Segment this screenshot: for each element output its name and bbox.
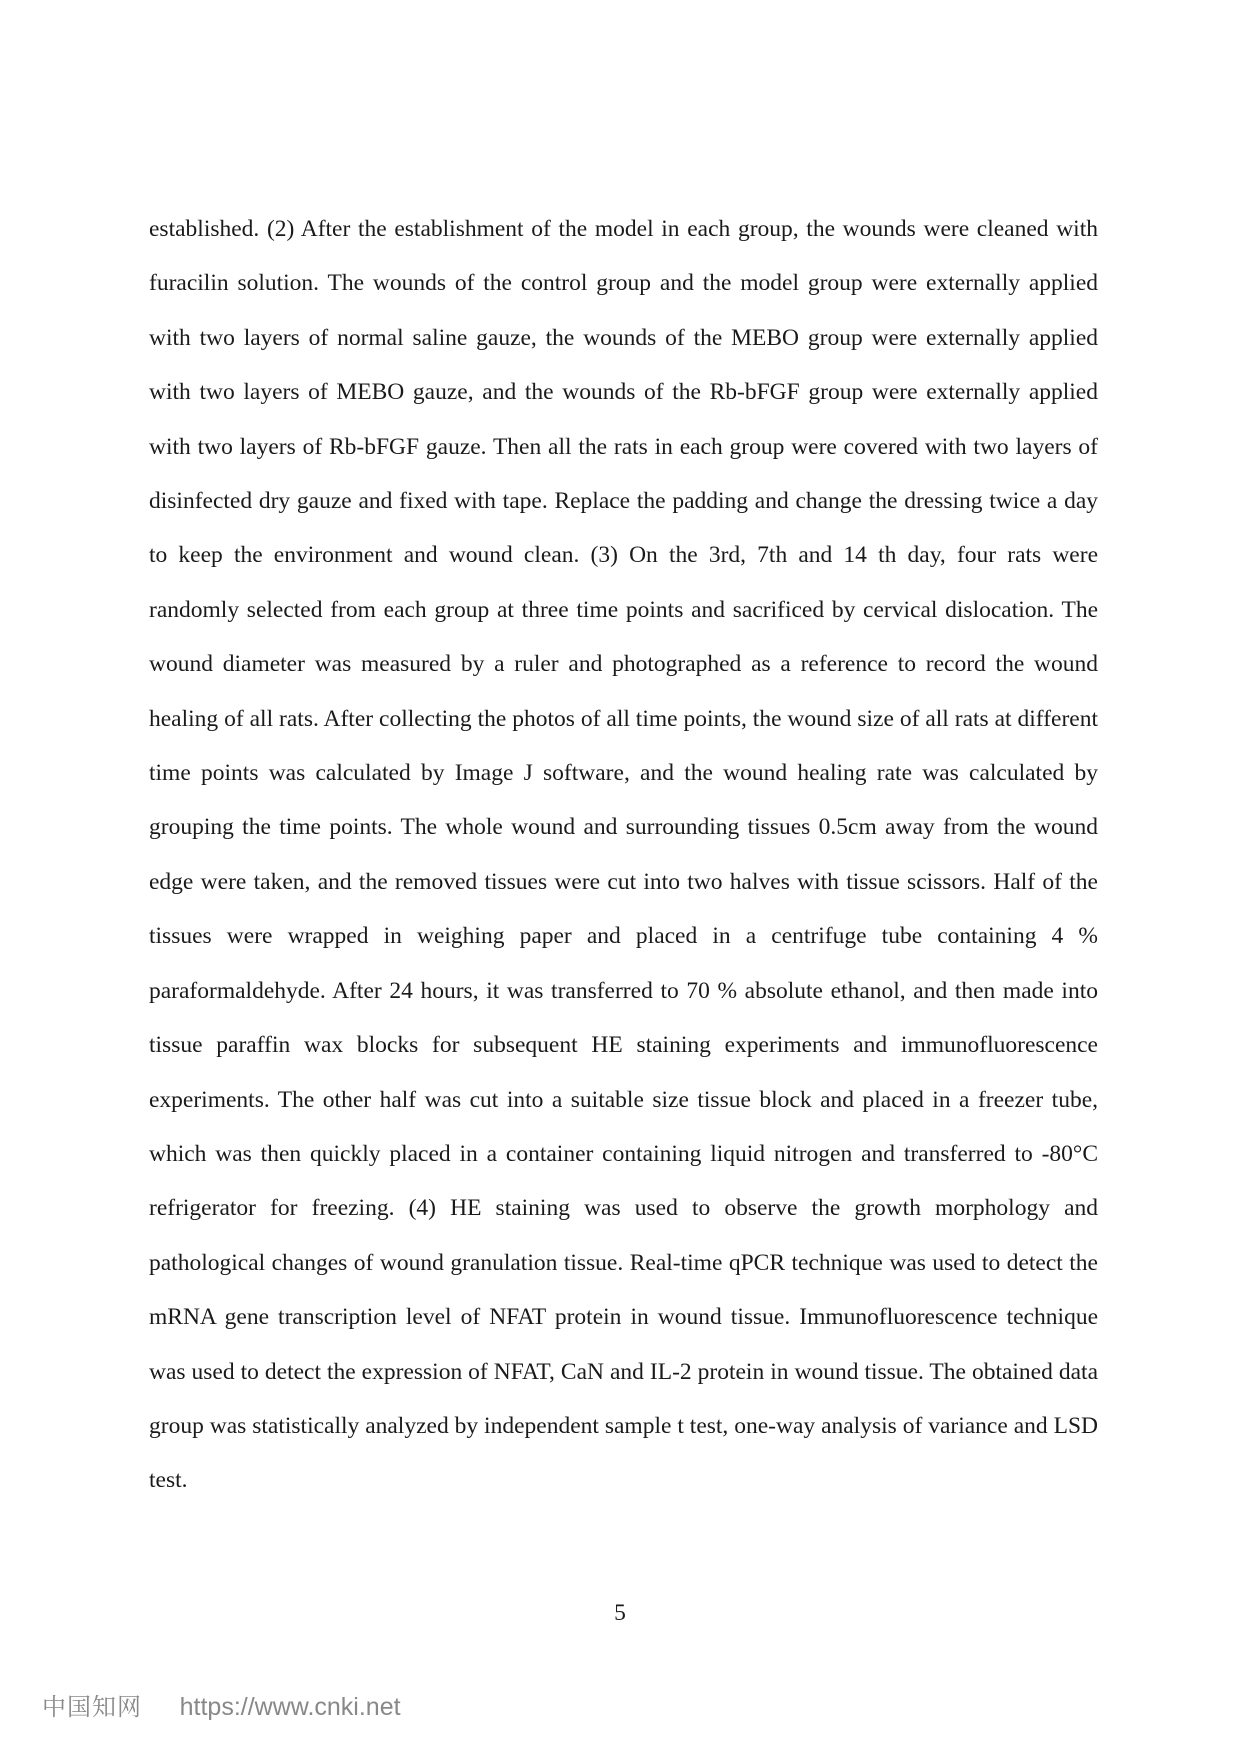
site-name: 中国知网 [42,1693,142,1721]
footer-watermark [42,1690,401,1724]
body-text: established. (2) After the establishment of the model in each group, the wounds were cleaned with furacilin solution. The wounds of the control group and the model group were externally applied with two layers of normal saline gauze, the wounds of the MEBO group were externally applied with two layers of MEBO gauze, and the wounds of the Rb-bFGF group were externally applied with two layers of Rb-bFGF gauze. Then all the rats in each group were covered with two layers of disinfected dry gauze and fixed with tape. Replace the padding and change the dressing twice a day to keep the environment and wound clean. (3) On the 3rd, 7th and 14 th day, four rats were randomly selected from each group at three time points and sacrificed by cervical dislocation. The wound diameter was measured by a ruler and photographed as a reference to record the wound healing of all rats. After collecting the photos of all time points, the wound size of all rats at different time points was calculated by Image J software, and the wound healing rate was calculated by grouping the time points. The whole wound and surrounding tissues 0.5cm away from the wound edge were taken, and the removed tissues were cut into two halves with tissue scissors. Half of the tissues were wrapped in weighing paper and placed in a centrifuge tube containing 4 % paraformaldehyde. After 24 hours, it was transferred to 70 % absolute ethanol, and then made into tissue paraffin wax blocks for subsequent HE staining experiments and immunofluorescence experiments. The other half was cut into a suitable size tissue block and placed in a freezer tube, which was then quickly placed in a container containing liquid nitrogen and transferred to -80°C refrigerator for freezing. (4) HE staining was used to observe the growth morphology and pathological changes of wound granulation tissue. Real-time qPCR technique was used to detect the mRNA gene transcription level of NFAT protein in wound tissue. Immunofluorescence technique was used to detect the expression of NFAT, CaN and IL-2 protein in wound tissue. The obtained data group was statistically analyzed by independent sample t test, one-way analysis of variance and LSD test. [149,216,1098,1494]
body-paragraph [149,202,1098,1508]
site-url: https://www.cnki.net [179,1693,401,1721]
page-number: 5 [614,1600,626,1626]
